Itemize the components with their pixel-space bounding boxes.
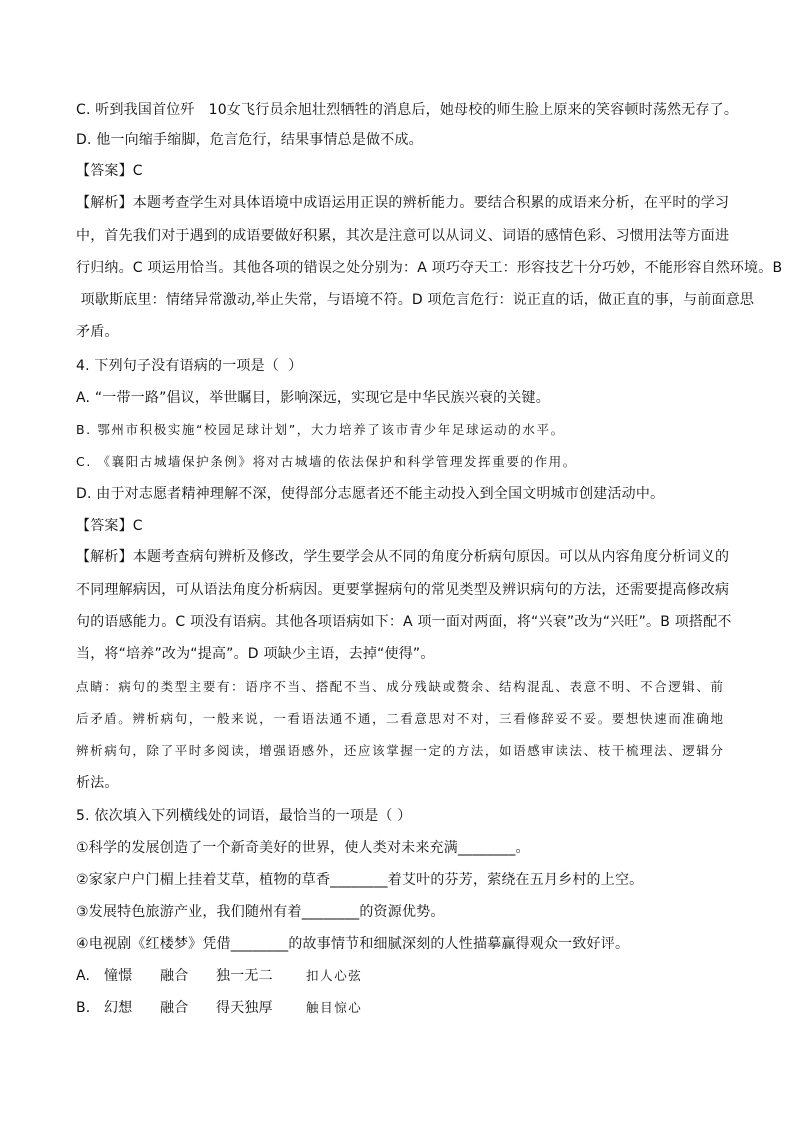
- option-word: 得天独厚: [216, 1000, 273, 1016]
- q4-stem: 4. 下列句子没有语病的一项是（ ）: [76, 358, 303, 374]
- option-word: 融合: [160, 968, 189, 984]
- option-label: B.: [76, 1000, 91, 1016]
- option-word: 憧憬: [104, 968, 133, 984]
- q4-explain-line: 句的语感能力。C 项没有语病。其他各项语病如下：A 项一面对两面，将“兴衰”改为“兴旺”。B 项搭配不: [76, 614, 732, 630]
- q5-sentence: ③发展特色旅游产业，我们随州有着________的资源优势。: [76, 904, 445, 920]
- q4-option-a: A. “一带一路”倡议，举世瞩目，影响深远，实现它是中华民族兴衰的关键。: [76, 390, 550, 406]
- q4-option-d: D. 由于对志愿者精神理解不深，使得部分志愿者还不能主动投入到全国文明城市创建活动中。: [76, 486, 665, 502]
- q5-sentence: ①科学的发展创造了一个新奇美好的世界，使人类对未来充满________。: [76, 840, 530, 856]
- option-word: 扣人心弦: [306, 968, 363, 983]
- q4-explain-line: 【解析】本题考查病句辨析及修改，学生要学会从不同的角度分析病句原因。可以从内容角度分析词义的: [76, 549, 730, 565]
- q4-tip-line: 后矛盾。辨析病句，一般来说，一看语法通不通，二看意思对不对，三看修辞妥不妥。要想快速而准确地: [76, 711, 725, 726]
- option-word: 融合: [160, 1000, 189, 1016]
- q5-option-b: [76, 998, 736, 1018]
- q5-sentence: ④电视剧《红楼梦》凭借________的故事情节和细腻深刻的人性描摹赢得观众一致好评。: [76, 936, 630, 952]
- option-word: 独一无二: [216, 968, 273, 984]
- q4-option-b: B. 鄂州市积极实施“校园足球计划”，大力培养了该市青少年足球运动的水平。: [76, 422, 565, 437]
- q4-explain-line: 当，将“培养”改为“提高”。D 项缺少主语，去掉“使得”。: [76, 646, 435, 662]
- q4-tip-line: 析法。: [76, 775, 119, 791]
- q3-option-c: C. 听到我国首位歼 10女飞行员余旭壮烈牺牲的消息后，她母校的师生脸上原来的笑容顿时荡然无存了。: [76, 102, 739, 118]
- q5-stem: 5. 依次填入下列横线处的词语，最恰当的一项是（ ）: [76, 808, 412, 824]
- q4-option-c: C. 《襄阳古城墙保护条例》将对古城墙的依法保护和科学管理发挥重要的作用。: [76, 454, 577, 469]
- q5-option-a: [76, 966, 736, 986]
- option-label: A.: [76, 968, 91, 984]
- q4-answer: 【答案】C: [76, 518, 143, 534]
- q3-option-d: D. 他一向缩手缩脚，危言危行，结果事情总是做不成。: [76, 132, 423, 148]
- q4-tip-line: 点睛：病句的类型主要有：语序不当、搭配不当、成分残缺或赘余、结构混乱、表意不明、不合逻辑、前: [76, 679, 725, 694]
- q3-answer: 【答案】C: [76, 163, 143, 179]
- q3-explain-line: 项歇斯底里：情绪异常激动,举止失常，与语境不符。D 项危言危行：说正直的话，做正直的事，与前面意思: [76, 292, 755, 308]
- q3-explain-line: 矛盾。: [76, 324, 119, 340]
- q3-explain-line: 中，首先我们对于遇到的成语要做好积累，其次是注意可以从词义、词语的感情色彩、习惯用法等方面进: [76, 228, 730, 244]
- q3-explain-line: 行归纳。C 项运用恰当。其他各项的错误之处分别为：A 项巧夺天工：形容技艺十分巧妙，不能形容自然环境。B: [76, 260, 783, 276]
- option-word: 幻想: [104, 1000, 133, 1016]
- q4-tip-line: 辨析病句，除了平时多阅读，增强语感外，还应该掌握一定的方法，如语感审读法、枝干梳理法、逻辑分: [76, 743, 725, 758]
- q3-explain-line: 【解析】本题考查学生对具体语境中成语运用正误的辨析能力。要结合积累的成语来分析，在平时的学习: [76, 195, 730, 211]
- option-word: 触目惊心: [306, 1000, 363, 1015]
- q4-explain-line: 不同理解病因，可从语法角度分析病因。更要掌握病句的常见类型及辨识病句的方法，还需要提高修改病: [76, 582, 730, 598]
- q5-sentence: ②家家户户门楣上挂着艾草，植物的草香________着艾叶的芬芳，萦绕在五月乡村的上空。: [76, 872, 644, 888]
